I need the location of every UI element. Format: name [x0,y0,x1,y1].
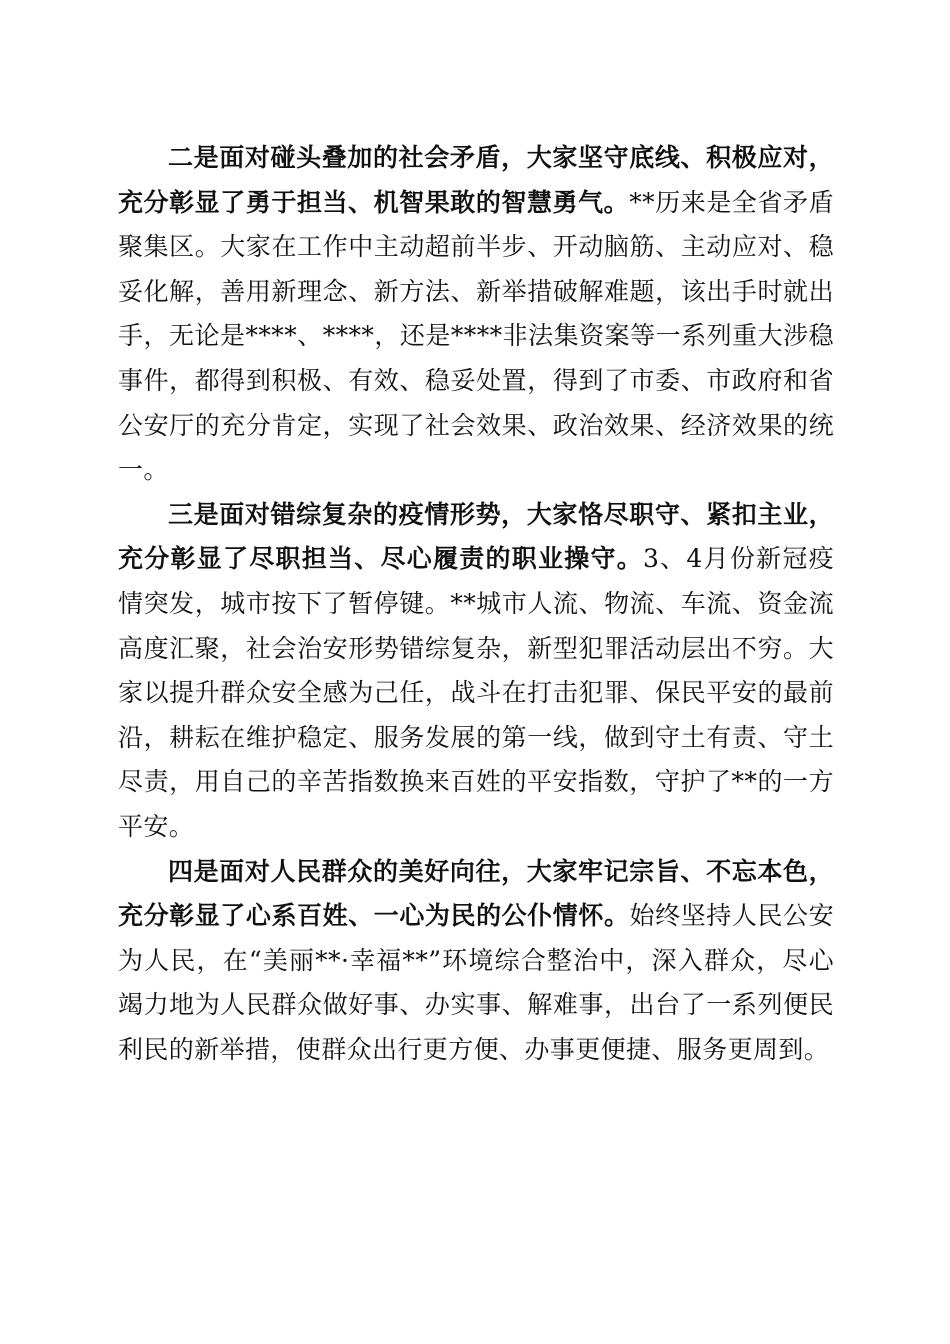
paragraph-3-lead: 三是面对错综复杂的疫情形势，大家恪尽职守、紧扣主业，充分彰显了尽职担当、尽心履责的职业操守。 [118,499,834,574]
document-body [118,136,834,1072]
paragraph-2 [118,136,834,493]
paragraph-2-body: **历来是全省矛盾聚集区。大家在工作中主动超前半步、开动脑筋、主动应对、稳妥化解，善用新理念、新方法、新举措破解难题，该出手时就出手，无论是****、****，还是****非法集资案等一系列重大涉稳事件，都得到积极、有效、稳妥处置，得到了市委、市政府和省公安厅的充分肯定，实现了社会效果、政治效果、经济效果的统一。 [118,187,834,485]
paragraph-3 [118,493,834,850]
paragraph-4-body: 始终坚持人民公安为人民，在“美丽**·幸福**”环境综合整治中，深入群众，尽心竭力地为人民群众做好事、办实事、解难事，出台了一系列便民利民的新举措，使群众出行更方便、办事更便捷、服务更周到。 [118,901,834,1064]
paragraph-4 [118,850,834,1073]
paragraph-2-lead: 二是面对碰头叠加的社会矛盾，大家坚守底线、积极应对，充分彰显了勇于担当、机智果敢的智慧勇气。 [118,143,834,217]
paragraph-3-body: 3、4月份新冠疫情突发，城市按下了暂停键。**城市人流、物流、车流、资金流高度汇聚，社会治安形势错综复杂，新型犯罪活动层出不穷。大家以提升群众安全感为己任，战斗在打击犯罪、保民平安的最前沿，耕耘在维护稳定、服务发展的第一线，做到守土有责、守土尽责，用自己的辛苦指数换来百姓的平安指数，守护了**的一方平安。 [118,544,834,841]
paragraph-4-lead: 四是面对人民群众的美好向往，大家牢记宗旨、不忘本色，充分彰显了心系百姓、一心为民的公仆情怀。 [118,856,834,931]
